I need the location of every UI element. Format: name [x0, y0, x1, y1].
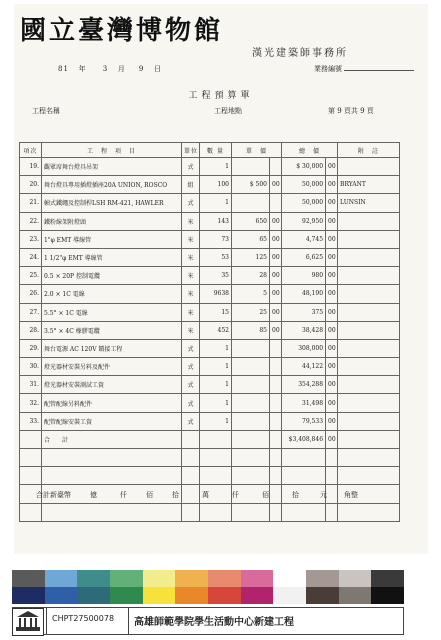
row-note: [338, 212, 400, 230]
row-unit: 米: [182, 285, 200, 303]
color-chip: [306, 570, 339, 604]
color-chip-bottom: [241, 587, 274, 604]
row-unit: 式: [182, 158, 200, 176]
color-chip-top: [241, 570, 274, 587]
sum-unit: 元: [320, 491, 327, 499]
row-number: [20, 467, 42, 485]
color-chip: [339, 570, 372, 604]
sum-unit: 仟: [232, 491, 239, 499]
row-number: [20, 430, 42, 448]
row-item: [42, 503, 182, 521]
row-qty: 100: [200, 176, 232, 194]
row-item: 1 1/2"φ EMT 導線管: [42, 248, 182, 266]
row-total-cents: 00: [326, 230, 338, 248]
row-unit-price: 125: [232, 248, 270, 266]
row-unit-price: [232, 339, 270, 357]
row-unit-price-cents: [270, 412, 282, 430]
row-unit-price: [232, 194, 270, 212]
row-total-cents: [326, 467, 338, 485]
row-total-cents: 00: [326, 394, 338, 412]
row-note: [338, 449, 400, 467]
row-total: [282, 449, 326, 467]
sum-unit: 萬: [202, 491, 209, 499]
color-chip-top: [12, 570, 45, 587]
row-total: 38,428: [282, 321, 326, 339]
header-no: 項次: [20, 143, 42, 158]
row-unit-price-cents: [270, 339, 282, 357]
row-item: 配管配線安裝工資: [42, 412, 182, 430]
row-qty: 452: [200, 321, 232, 339]
table-row: [20, 449, 400, 467]
row-item: 鐵粉線架附燈頭: [42, 212, 182, 230]
page-info: 第 9 頁共 9 頁: [328, 107, 374, 115]
table-row: [20, 339, 400, 357]
row-item: 1"φ EMT 導線管: [42, 230, 182, 248]
color-chip-bottom: [273, 587, 306, 604]
row-unit: 式: [182, 412, 200, 430]
row-unit-price-cents: [270, 430, 282, 448]
date-year-unit: 年: [78, 65, 87, 73]
row-qty: 1: [200, 376, 232, 394]
table-row: [20, 376, 400, 394]
table-row: [20, 467, 400, 485]
row-number: [20, 503, 42, 521]
color-chip-bottom: [12, 587, 45, 604]
sum-unit: 佰: [146, 491, 153, 499]
row-unit-price: [232, 376, 270, 394]
row-qty: 53: [200, 248, 232, 266]
row-total: 375: [282, 303, 326, 321]
row-total: 4,745: [282, 230, 326, 248]
row-number: 22.: [20, 212, 42, 230]
color-chip-bottom: [143, 587, 176, 604]
row-note: [338, 303, 400, 321]
sum-unit: 角整: [344, 491, 358, 499]
table-row: [20, 394, 400, 412]
row-unit-price: 28: [232, 267, 270, 285]
table-row: [20, 176, 400, 194]
footer-divider: [46, 607, 47, 635]
row-note: [338, 376, 400, 394]
header-unit: 單位: [182, 143, 200, 158]
row-qty: [200, 503, 232, 521]
date-day: 9: [138, 65, 145, 73]
row-number: 20.: [20, 176, 42, 194]
row-number: 23.: [20, 230, 42, 248]
row-number: 19.: [20, 158, 42, 176]
row-total-cents: 00: [326, 412, 338, 430]
row-qty: 1: [200, 158, 232, 176]
row-total-cents: 00: [326, 285, 338, 303]
project-title: 高雄師範學院學生活動中心新建工程: [134, 617, 294, 628]
row-total-cents: 00: [326, 376, 338, 394]
header-item: 工 程 項 目: [42, 143, 182, 158]
row-note: [338, 503, 400, 521]
row-unit-price-cents: [270, 449, 282, 467]
color-chip: [143, 570, 176, 604]
row-unit: [182, 485, 200, 503]
color-chip: [110, 570, 143, 604]
row-total-cents: 00: [326, 267, 338, 285]
row-total-cents: [326, 503, 338, 521]
row-unit: [182, 430, 200, 448]
row-total-cents: 00: [326, 358, 338, 376]
row-number: 28.: [20, 321, 42, 339]
row-total: 354,288: [282, 376, 326, 394]
table-row: [20, 412, 400, 430]
date-day-unit: 日: [153, 65, 162, 73]
color-chip-top: [143, 570, 176, 587]
color-chip-top: [175, 570, 208, 587]
row-unit: 米: [182, 303, 200, 321]
row-note: [338, 321, 400, 339]
color-chip: [175, 570, 208, 604]
sum-unit: 拾: [172, 491, 179, 499]
color-chip-bottom: [306, 587, 339, 604]
row-total-cents: 00: [326, 194, 338, 212]
row-unit-price: $ 500: [232, 176, 270, 194]
row-unit: 式: [182, 376, 200, 394]
site-label: 工程地點: [214, 107, 242, 115]
row-number: 24.: [20, 248, 42, 266]
row-total-cents: 00: [326, 339, 338, 357]
row-item: 觀眾席舞台燈具吊架: [42, 158, 182, 176]
color-chip: [208, 570, 241, 604]
row-number: 27.: [20, 303, 42, 321]
row-unit: [182, 467, 200, 485]
color-chip-top: [208, 570, 241, 587]
table-row: [20, 248, 400, 266]
row-item: 5.5° × 1C 電線: [42, 303, 182, 321]
color-chip-bottom: [339, 587, 372, 604]
serial-blank: [344, 64, 414, 71]
row-item: 舞台燈具專用插燈插座20A UNION, ROSCO: [42, 176, 182, 194]
color-chip-top: [339, 570, 372, 587]
row-unit-price: 5: [232, 285, 270, 303]
row-total-cents: 00: [326, 303, 338, 321]
row-total-cents: [326, 449, 338, 467]
row-note: [338, 467, 400, 485]
color-calibration-bar: [12, 570, 404, 604]
row-total-cents: 00: [326, 430, 338, 448]
row-total-cents: 00: [326, 248, 338, 266]
row-unit-price-cents: [270, 503, 282, 521]
row-unit: 米: [182, 248, 200, 266]
row-unit-price: 650: [232, 212, 270, 230]
row-unit-price-cents: 00: [270, 285, 282, 303]
table-row: [20, 194, 400, 212]
row-unit: 組: [182, 176, 200, 194]
row-unit-price: [232, 412, 270, 430]
row-note: [338, 285, 400, 303]
row-item: [42, 449, 182, 467]
row-qty: 1: [200, 358, 232, 376]
row-total: 79,533: [282, 412, 326, 430]
row-unit-price: [232, 449, 270, 467]
row-unit-price-cents: [270, 194, 282, 212]
row-qty: 1: [200, 339, 232, 357]
row-qty: 15: [200, 303, 232, 321]
row-total: 50,000: [282, 194, 326, 212]
color-chip-top: [77, 570, 110, 587]
row-item: 燈光器材安裝另料及配件: [42, 358, 182, 376]
row-unit-price-cents: [270, 394, 282, 412]
row-item: 舞台電源 AC 120V 饋接工程: [42, 339, 182, 357]
table-row: [20, 212, 400, 230]
row-unit-price-cents: [270, 485, 282, 503]
date-year: 81: [58, 65, 69, 73]
row-qty: 35: [200, 267, 232, 285]
serial-number: [314, 64, 414, 74]
table-row: [20, 230, 400, 248]
color-chip-bottom: [175, 587, 208, 604]
row-note: [338, 230, 400, 248]
header-price: 單 價: [232, 143, 282, 158]
serial-label: 業務編號: [314, 65, 342, 73]
header-qty: 數 量: [200, 143, 232, 158]
date-month: 3: [102, 65, 109, 73]
row-qty: [200, 467, 232, 485]
row-unit-price-cents: [270, 467, 282, 485]
sum-unit: 億: [90, 491, 97, 499]
archive-logo-icon: [12, 608, 44, 636]
firm-name: 漢光建築師事務所: [252, 48, 348, 59]
row-unit: 式: [182, 358, 200, 376]
row-unit-price-cents: 00: [270, 303, 282, 321]
color-chip-bottom: [77, 587, 110, 604]
color-chip: [77, 570, 110, 604]
header-total: 總 價: [282, 143, 338, 158]
row-unit-price: [232, 430, 270, 448]
color-chip: [273, 570, 306, 604]
sum-unit: 仟: [120, 491, 127, 499]
row-number: 32.: [20, 394, 42, 412]
row-total: [282, 467, 326, 485]
row-unit: 米: [182, 212, 200, 230]
table-row: [20, 303, 400, 321]
document-date: [58, 64, 162, 74]
table-row: [20, 503, 400, 521]
row-unit-price-cents: [270, 376, 282, 394]
row-unit-price-cents: 00: [270, 267, 282, 285]
row-unit-price: 85: [232, 321, 270, 339]
color-chip-bottom: [110, 587, 143, 604]
row-number: 33.: [20, 412, 42, 430]
museum-name: 國立臺灣博物館: [20, 16, 224, 46]
color-chip-top: [45, 570, 78, 587]
color-chip-bottom: [45, 587, 78, 604]
color-chip: [45, 570, 78, 604]
row-unit-price: [232, 158, 270, 176]
row-total: 31,498: [282, 394, 326, 412]
row-unit: 式: [182, 194, 200, 212]
table-row: [20, 485, 400, 503]
row-unit: 式: [182, 394, 200, 412]
color-chip: [241, 570, 274, 604]
row-number: 29.: [20, 339, 42, 357]
row-item: 幀式鐵繩及控制桿LSH RM-421, HAWLER: [42, 194, 182, 212]
project-name-label: 工程名稱: [32, 107, 60, 115]
row-total: 92,950: [282, 212, 326, 230]
row-unit-price-cents: 00: [270, 212, 282, 230]
row-total: 980: [282, 267, 326, 285]
table-row: [20, 321, 400, 339]
budget-table: [19, 142, 400, 522]
row-note: [338, 358, 400, 376]
footer-divider: [128, 607, 129, 635]
row-item: [42, 467, 182, 485]
table-row: [20, 158, 400, 176]
sum-unit: 佰: [262, 491, 269, 499]
row-unit-price: [232, 394, 270, 412]
row-total: $ 30,000: [282, 158, 326, 176]
date-month-unit: 月: [117, 65, 126, 73]
table-row: [20, 267, 400, 285]
row-note: BRYANT: [338, 176, 400, 194]
color-chip-top: [371, 570, 404, 587]
row-qty: 1: [200, 412, 232, 430]
color-chip: [371, 570, 404, 604]
table-row: [20, 285, 400, 303]
row-unit: 式: [182, 339, 200, 357]
row-total: [282, 485, 326, 503]
row-item: 燈光器材安裝測試工資: [42, 376, 182, 394]
header-note: 附 註: [338, 143, 400, 158]
row-unit: [182, 449, 200, 467]
color-chip-top: [306, 570, 339, 587]
color-chip-bottom: [371, 587, 404, 604]
row-total-cents: 00: [326, 176, 338, 194]
row-unit: 米: [182, 230, 200, 248]
row-number: 26.: [20, 285, 42, 303]
row-note: [338, 394, 400, 412]
row-note: [338, 267, 400, 285]
row-unit-price: [232, 467, 270, 485]
row-unit-price-cents: 00: [270, 248, 282, 266]
row-unit-price: 65: [232, 230, 270, 248]
row-total: $3,408,846: [282, 430, 326, 448]
row-total-cents: 00: [326, 158, 338, 176]
row-item: 合 計: [42, 430, 182, 448]
row-qty: 9638: [200, 285, 232, 303]
document-title: 工程預算單: [188, 91, 254, 101]
row-note: LUNSIN: [338, 194, 400, 212]
sum-unit: 拾: [292, 491, 299, 499]
row-unit-price: [232, 503, 270, 521]
row-qty: [200, 430, 232, 448]
table-header-row: [20, 143, 400, 158]
row-note: [338, 158, 400, 176]
row-note: [338, 412, 400, 430]
color-chip-top: [110, 570, 143, 587]
row-unit-price-cents: 00: [270, 176, 282, 194]
row-unit-price: [232, 358, 270, 376]
row-number: 25.: [20, 267, 42, 285]
row-total: 44,122: [282, 358, 326, 376]
sum-label: 合計新臺幣: [36, 491, 71, 499]
row-item: 2.0 × 1C 電線: [42, 285, 182, 303]
row-qty: 1: [200, 394, 232, 412]
color-chip-bottom: [208, 587, 241, 604]
row-total-cents: [326, 485, 338, 503]
row-unit-price: 25: [232, 303, 270, 321]
table-row: [20, 358, 400, 376]
row-total: 6,625: [282, 248, 326, 266]
table-row: [20, 430, 400, 448]
row-unit-price-cents: 00: [270, 230, 282, 248]
row-unit: 米: [182, 321, 200, 339]
row-total: 308,000: [282, 339, 326, 357]
row-note: [338, 248, 400, 266]
row-qty: [200, 449, 232, 467]
row-unit-price-cents: [270, 358, 282, 376]
color-chip: [12, 570, 45, 604]
row-total: 50,000: [282, 176, 326, 194]
row-item: 3.5° × 4C 橡膠電纜: [42, 321, 182, 339]
row-item: 0.5 × 20P 控制電纜: [42, 267, 182, 285]
row-item: 配管配線另料配件: [42, 394, 182, 412]
archive-code: CHPT27500078: [52, 614, 115, 623]
row-total: 48,190: [282, 285, 326, 303]
row-note: [338, 430, 400, 448]
row-total-cents: 00: [326, 321, 338, 339]
row-unit: [182, 503, 200, 521]
row-number: 31.: [20, 376, 42, 394]
color-chip-top: [273, 570, 306, 587]
row-unit-price-cents: 00: [270, 321, 282, 339]
row-unit: 米: [182, 267, 200, 285]
row-number: [20, 449, 42, 467]
row-total-cents: 00: [326, 212, 338, 230]
row-qty: 73: [200, 230, 232, 248]
row-total: [282, 503, 326, 521]
row-unit-price-cents: [270, 158, 282, 176]
row-number: 30.: [20, 358, 42, 376]
row-number: 21.: [20, 194, 42, 212]
row-qty: 143: [200, 212, 232, 230]
row-qty: 1: [200, 194, 232, 212]
row-note: [338, 339, 400, 357]
